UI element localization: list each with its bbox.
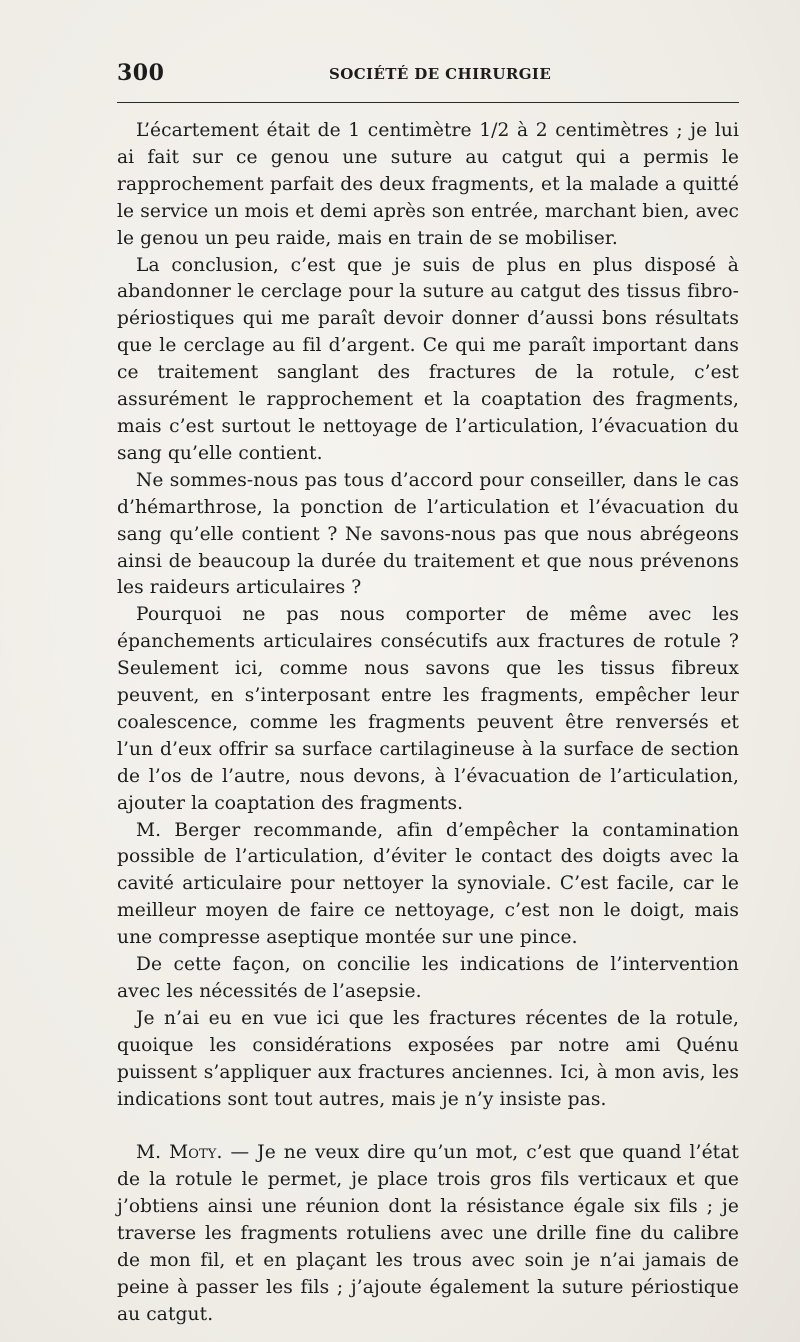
paragraph: La conclusion, c’est que je suis de plus en plus disposé à abandonner le cerclage pour la suture au catgut des tissus fibro-périostiques qui me paraît devoir donner d’aussi bons résultats que le cerclage au fil d’argent. Ce qui me paraît important dans ce traitement sanglant des fractures de la rotule, c’est assurément le rapprochement et la coaptation des fragments, mais c’est surtout le nettoyage de l’articulation, l’évacuation du sang qu’elle contient. [117,254,739,464]
paragraph: M. Berger recommande, afin d’empêcher la contamination possible de l’articulation, d’éviter le contact des doigts avec la cavité articulaire pour nettoyer la synoviale. C’est facile, car le meilleur moyen de faire ce nettoyage, c’est non le doigt, mais une compresse aseptique montée sur une pince. [117,819,739,949]
paragraph: Je n’ai eu en vue ici que les fractures récentes de la rotule, quoique les considérations exposées par notre ami Quénu puissent s’appliquer aux fractures anciennes. Ici, à mon avis, les indications sont tout autres, mais je n’y insiste pas. [117,1007,739,1110]
header-rule [117,102,739,103]
paragraph: De cette façon, on concilie les indications de l’intervention avec les nécessités de l’asepsie. [117,954,739,1002]
moty-paragraph [117,1140,739,1328]
paragraph: Ne sommes-nous pas tous d’accord pour conseiller, dans le cas d’hémarthrose, la ponction de l’articulation et l’évacuation du sang qu’elle contient ? Ne savons-nous pas que nous abrégeons ainsi de beaucoup la durée du traitement et que nous prévenons les raideurs articulaires ? [117,469,739,599]
page-number: 300 [117,60,165,86]
paragraph: L’écartement était de 1 centimètre 1/2 à 2 centimètres ; je lui ai fait sur ce genou une suture au catgut qui a permis le rapprochement parfait des deux fragments, et la malade a quitté le service un mois et demi après son entrée, marchant bien, avec le genou un peu raide, mais en train de se mobiliser. [117,120,739,249]
body-text [117,118,739,1329]
moty-text: — Je ne veux dire qu’un mot, c’est que quand l’état de la rotule le permet, je place trois gros fils verticaux et que j’obtiens ainsi une réunion dont la résistance égale six fils ; je traverse les fragments rotuliens avec une drille fine du calibre de mon fil, et en plaçant les trous avec soin je n’ai jamais de peine à passer les fils ; j’ajoute également la suture périostique au catgut. [117,1142,739,1325]
page-header [117,60,739,88]
paragraph: Pourquoi ne pas nous comporter de même avec les épanchements articulaires consécutifs aux fractures de rotule ? Seulement ici, comme nous savons que les tissus fibreux peuvent, en s’interposant entre les fragments, empêcher leur coalescence, comme les fragments peuvent être renversés et l’un d’eux offrir sa surface cartilagineuse à la surface de section de l’os de l’autre, nous devons, à l’évacuation de l’articulation, ajouter la coaptation des fragments. [117,604,739,814]
speaker-name: M. Moty. [136,1142,223,1164]
running-head: SOCIÉTÉ DE CHIRURGIE [329,65,552,83]
